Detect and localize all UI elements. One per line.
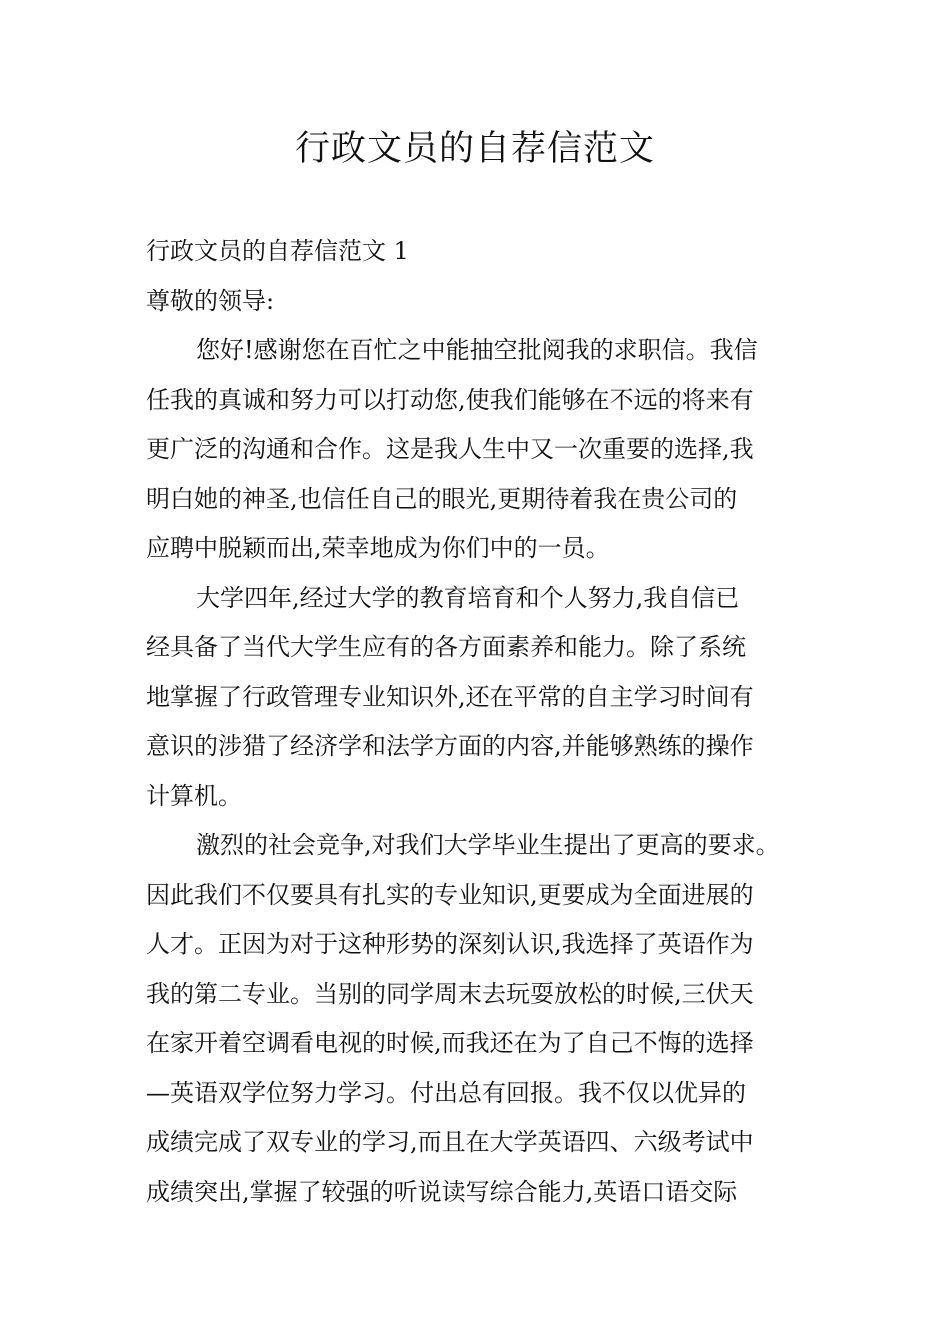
paragraph-line: 任我的真诚和努力可以打动您,使我们能够在不远的将来有 — [146, 385, 754, 414]
paragraph-line: 成绩突出,掌握了较强的听说读写综合能力,英语口语交际 — [146, 1177, 738, 1206]
paragraph-line: 经具备了当代大学生应有的各方面素养和能力。除了系统 — [146, 633, 746, 661]
paragraph-line: 您好!感谢您在百忙之中能抽空批阅我的求职信。我信 — [196, 336, 758, 364]
paragraph-line: 因此我们不仅要具有扎实的专业知识,更要成为全面进展的 — [146, 880, 754, 909]
paragraph-3 — [146, 821, 811, 1217]
document-body — [146, 227, 811, 1217]
paragraph-line: 成绩完成了双专业的学习,而且在大学英语四、六级考试中 — [146, 1128, 754, 1156]
paragraph-line: —英语双学位努力学习。付出总有回报。我不仅以优异的 — [146, 1078, 746, 1107]
paragraph-line: 意识的涉猎了经济学和法学方面的内容,并能够熟练的操作 — [146, 732, 754, 760]
paragraph-line: 在家开着空调看电视的时候,而我还在为了自己不悔的选择 — [146, 1029, 754, 1057]
paragraph-line: 明白她的神圣,也信任自己的眼光,更期待着我在贵公司的 — [146, 484, 738, 513]
paragraph-line: 大学四年,经过大学的教育培育和个人努力,我自信已 — [196, 583, 740, 612]
paragraph-line: 人才。正因为对于这种形势的深刻认识,我选择了英语作为 — [146, 930, 754, 958]
document-title: 行政文员的自荐信范文 — [294, 129, 655, 169]
paragraph-2 — [146, 574, 811, 822]
paragraph-line: 计算机。 — [146, 781, 242, 810]
paragraph-line: 地掌握了行政管理专业知识外,还在平常的自主学习时间有 — [146, 682, 754, 711]
paragraph-1 — [146, 326, 811, 574]
paragraph-line: 更广泛的沟通和合作。这是我人生中又一次重要的选择,我 — [146, 435, 754, 463]
paragraph-line: 激烈的社会竞争,对我们大学毕业生提出了更高的要求。 — [196, 831, 780, 859]
paragraph-line: 我的第二专业。当别的同学周末去玩耍放松的时候,三伏天 — [146, 979, 754, 1008]
section-heading: 行政文员的自荐信范文 1 — [146, 237, 409, 265]
paragraph-line: 应聘中脱颖而出,荣幸地成为你们中的一员。 — [146, 534, 610, 562]
salutation: 尊敬的领导: — [146, 286, 275, 315]
